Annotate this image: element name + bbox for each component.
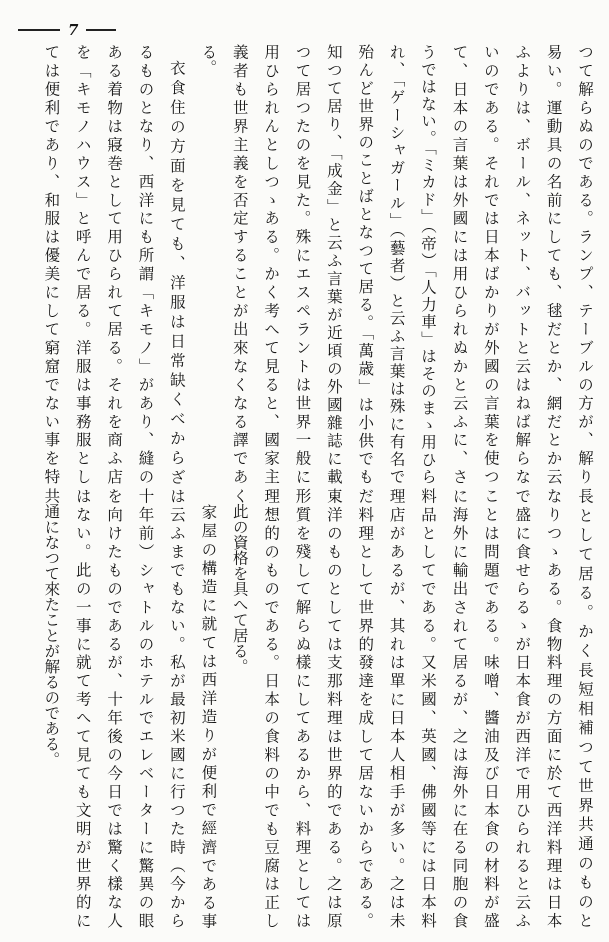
text-column: は云ふまでもない。私が最初米國に行つた時（今から — [167, 488, 186, 928]
text-column: 知つて居り、「成金」と云ふ言葉が近頃の外國雜誌に載 — [324, 44, 343, 484]
text-column: 易い。運動具の名前にしても、毬だとか、網だとか云 — [544, 44, 563, 484]
text-column: 十年前）シャトルのホテルでエレベーターに驚異の眼 — [136, 488, 155, 928]
text-column: るものとなり、西洋にも所謂「キモノ」があり、縫の — [136, 44, 155, 484]
page-number: 7 — [68, 21, 79, 39]
text-column: 形質を殘して解らぬ樣にしてあるから、料理としては — [293, 488, 312, 928]
paragraph-end-column: 共通になつて來たことが解るのである。 — [42, 488, 61, 767]
text-column: に海外に輸出されて居るが、之は海外に在る同胞の食 — [450, 488, 469, 928]
text-column: ては便利であり、和服は優美にして窮窟でない事を特 — [42, 44, 61, 484]
text-column: で盛に食せらるゝが日本食が西洋で用ひられると云ふ — [513, 488, 532, 928]
text-column: 理想的のものである。日本の食料の中でも豆腐は正し — [262, 488, 281, 928]
text-column: 理店があるが、其れは單に日本人相手が多い。之は未 — [387, 488, 406, 928]
text-column: ことは問題である。味噌、醬油及び日本食の材料が盛 — [481, 488, 500, 928]
text-column: だ料理として世界的發達を成して居ないからである。 — [356, 488, 375, 928]
text-column: 殆んど世界のことばとなつて居る。「萬歳」は小供でも — [356, 44, 375, 484]
text-column: ふよりは、ボール、ネット、バットと云はねば解らな — [513, 44, 532, 484]
text-column: いのである。それでは日本ばかりが外國の言葉を使つ — [481, 44, 500, 484]
text-column: を「キモノハウス」と呼んで居る。洋服は事務服とし — [73, 44, 92, 484]
paragraph-start-column: 衣食住の方面を見ても、洋服は日常缺くべからざ — [167, 59, 186, 484]
text-column: 東洋のものとしては支那料理は世界的である。之は原 — [324, 488, 343, 928]
text-column: 長として居る。かく長短相補つて世界共通のものと — [576, 488, 594, 928]
text-column: ある着物は寢巻として用ひられて居る。それを商ふ店 — [105, 44, 124, 484]
text-column: はない。此の一事に就て考へて見ても文明が世界的に — [73, 488, 92, 928]
text-column: 義者も世界主義を否定することが出來なくなる譯であ — [230, 44, 249, 484]
text-column: つて解らぬのである。ランプ、テーブルの方が、解り — [576, 44, 594, 484]
paragraph-start-column: 家屋の構造に就ては西洋造りが便利で經濟である事 — [199, 503, 218, 928]
upper-text-block — [34, 44, 600, 484]
text-column: 料品としてである。又米國、英國、佛國等には日本料 — [419, 488, 438, 928]
text-column: 用ひられんとしつゝある。かく考へて見ると、國家主 — [262, 44, 281, 484]
text-column: れ、「ゲーシャガール」（藝者）と云ふ言葉は殊に有名で — [387, 44, 406, 484]
text-column: つて居つたのを見た。殊にエスペラントは世界一般に — [293, 44, 312, 484]
page-number-rule-right — [86, 29, 116, 31]
text-column: て、日本の言葉は外國には用ひられぬかと云ふに、さ — [450, 44, 469, 484]
lower-text-block — [34, 488, 600, 928]
text-column: うではない。「ミカド」（帝）「人力車」はそのまゝ用ひら — [419, 44, 438, 484]
paragraph-end-column: る。 — [199, 44, 218, 75]
page-header — [18, 20, 116, 40]
text-column: を向けたものであるが、十年後の今日では驚く樣な人 — [105, 488, 124, 928]
text-column: なりつゝある。食物料理の方面に於て西洋料理は日本 — [544, 488, 563, 928]
paragraph-end-column: く此の資格を具へて居る。 — [230, 488, 249, 674]
page-number-rule-left — [18, 29, 60, 31]
